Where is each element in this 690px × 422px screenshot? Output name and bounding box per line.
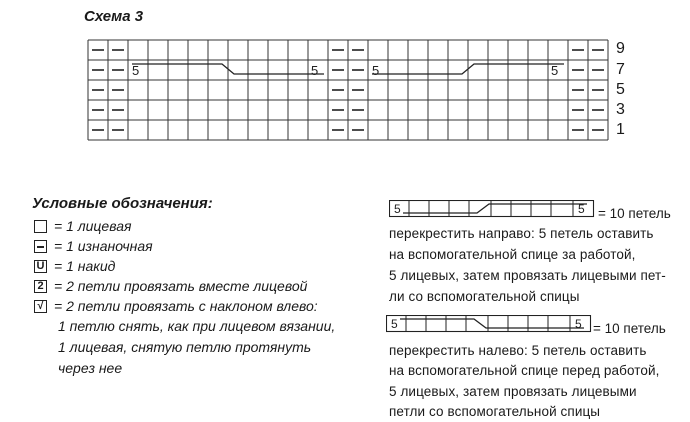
cable-mark: 5 (578, 202, 585, 216)
cable-mark: 5 (575, 317, 582, 331)
yarn-over-icon: U (34, 260, 47, 273)
legend-text: = 1 изнаночная (54, 238, 153, 254)
legend-item-ssk (34, 296, 318, 316)
cable-left-desc: перекрестить налево: 5 петель оставить (389, 343, 647, 358)
cable-right-desc: 5 лицевых, затем провязать лицевыми пет- (389, 268, 666, 283)
cable-mark: 5 (391, 317, 398, 331)
legend-text: = 2 петли провязать вместе лицевой (54, 278, 308, 294)
row-number: 5 (616, 81, 625, 98)
cable-right-cross-symbol (389, 200, 595, 218)
row-number: 9 (616, 40, 625, 57)
cable-left-desc: на вспомогательной спице перед работой, (389, 363, 660, 378)
legend-continuation: 1 лицевая, снятую петлю протянуть (58, 339, 312, 355)
chart-grid (88, 40, 608, 140)
cable-right-equals: = 10 петель (598, 206, 671, 221)
cable-right-desc: перекрестить направо: 5 петель оставить (389, 226, 654, 241)
row-number: 1 (616, 121, 625, 138)
scheme-title: Схема 3 (84, 8, 144, 25)
legend-title: Условные обозначения: (32, 195, 213, 212)
row-number: 3 (616, 101, 625, 118)
knitting-chart (86, 38, 610, 142)
purl-stitch-icon (34, 240, 47, 253)
legend-item-purl (34, 236, 153, 256)
cable-left-desc: 5 лицевых, затем провязать лицевыми (389, 384, 637, 399)
cable-mark: 5 (311, 63, 319, 78)
legend-text: = 1 накид (54, 258, 116, 274)
row-number: 7 (616, 61, 625, 78)
cable-mark: 5 (372, 63, 380, 78)
k2tog-icon: 2 (34, 280, 47, 293)
knit-stitch-icon (34, 220, 47, 233)
cable-mark: 5 (132, 63, 140, 78)
legend-item-knit (34, 216, 131, 236)
cable-left-cross-symbol (386, 315, 592, 333)
legend-text: = 2 петли провязать с наклоном влево: (54, 298, 318, 314)
cable-right-desc: на вспомогательной спице за работой, (389, 247, 636, 262)
cable-mark: 5 (551, 63, 559, 78)
cable-mark: 5 (394, 202, 401, 216)
legend-continuation: 1 петлю снять, как при лицевом вязании, (58, 318, 336, 334)
ssk-icon: √ (34, 300, 47, 313)
legend-continuation: через нее (58, 360, 123, 376)
cable-right-desc: ли со вспомогательной спицы (389, 289, 580, 304)
legend-item-yarn-over (34, 256, 115, 276)
cable-left-desc: петли со вспомогательной спицы (389, 404, 601, 419)
legend-item-k2tog (34, 276, 307, 296)
legend-text: = 1 лицевая (54, 218, 132, 234)
cable-left-equals: = 10 петель (593, 321, 666, 336)
